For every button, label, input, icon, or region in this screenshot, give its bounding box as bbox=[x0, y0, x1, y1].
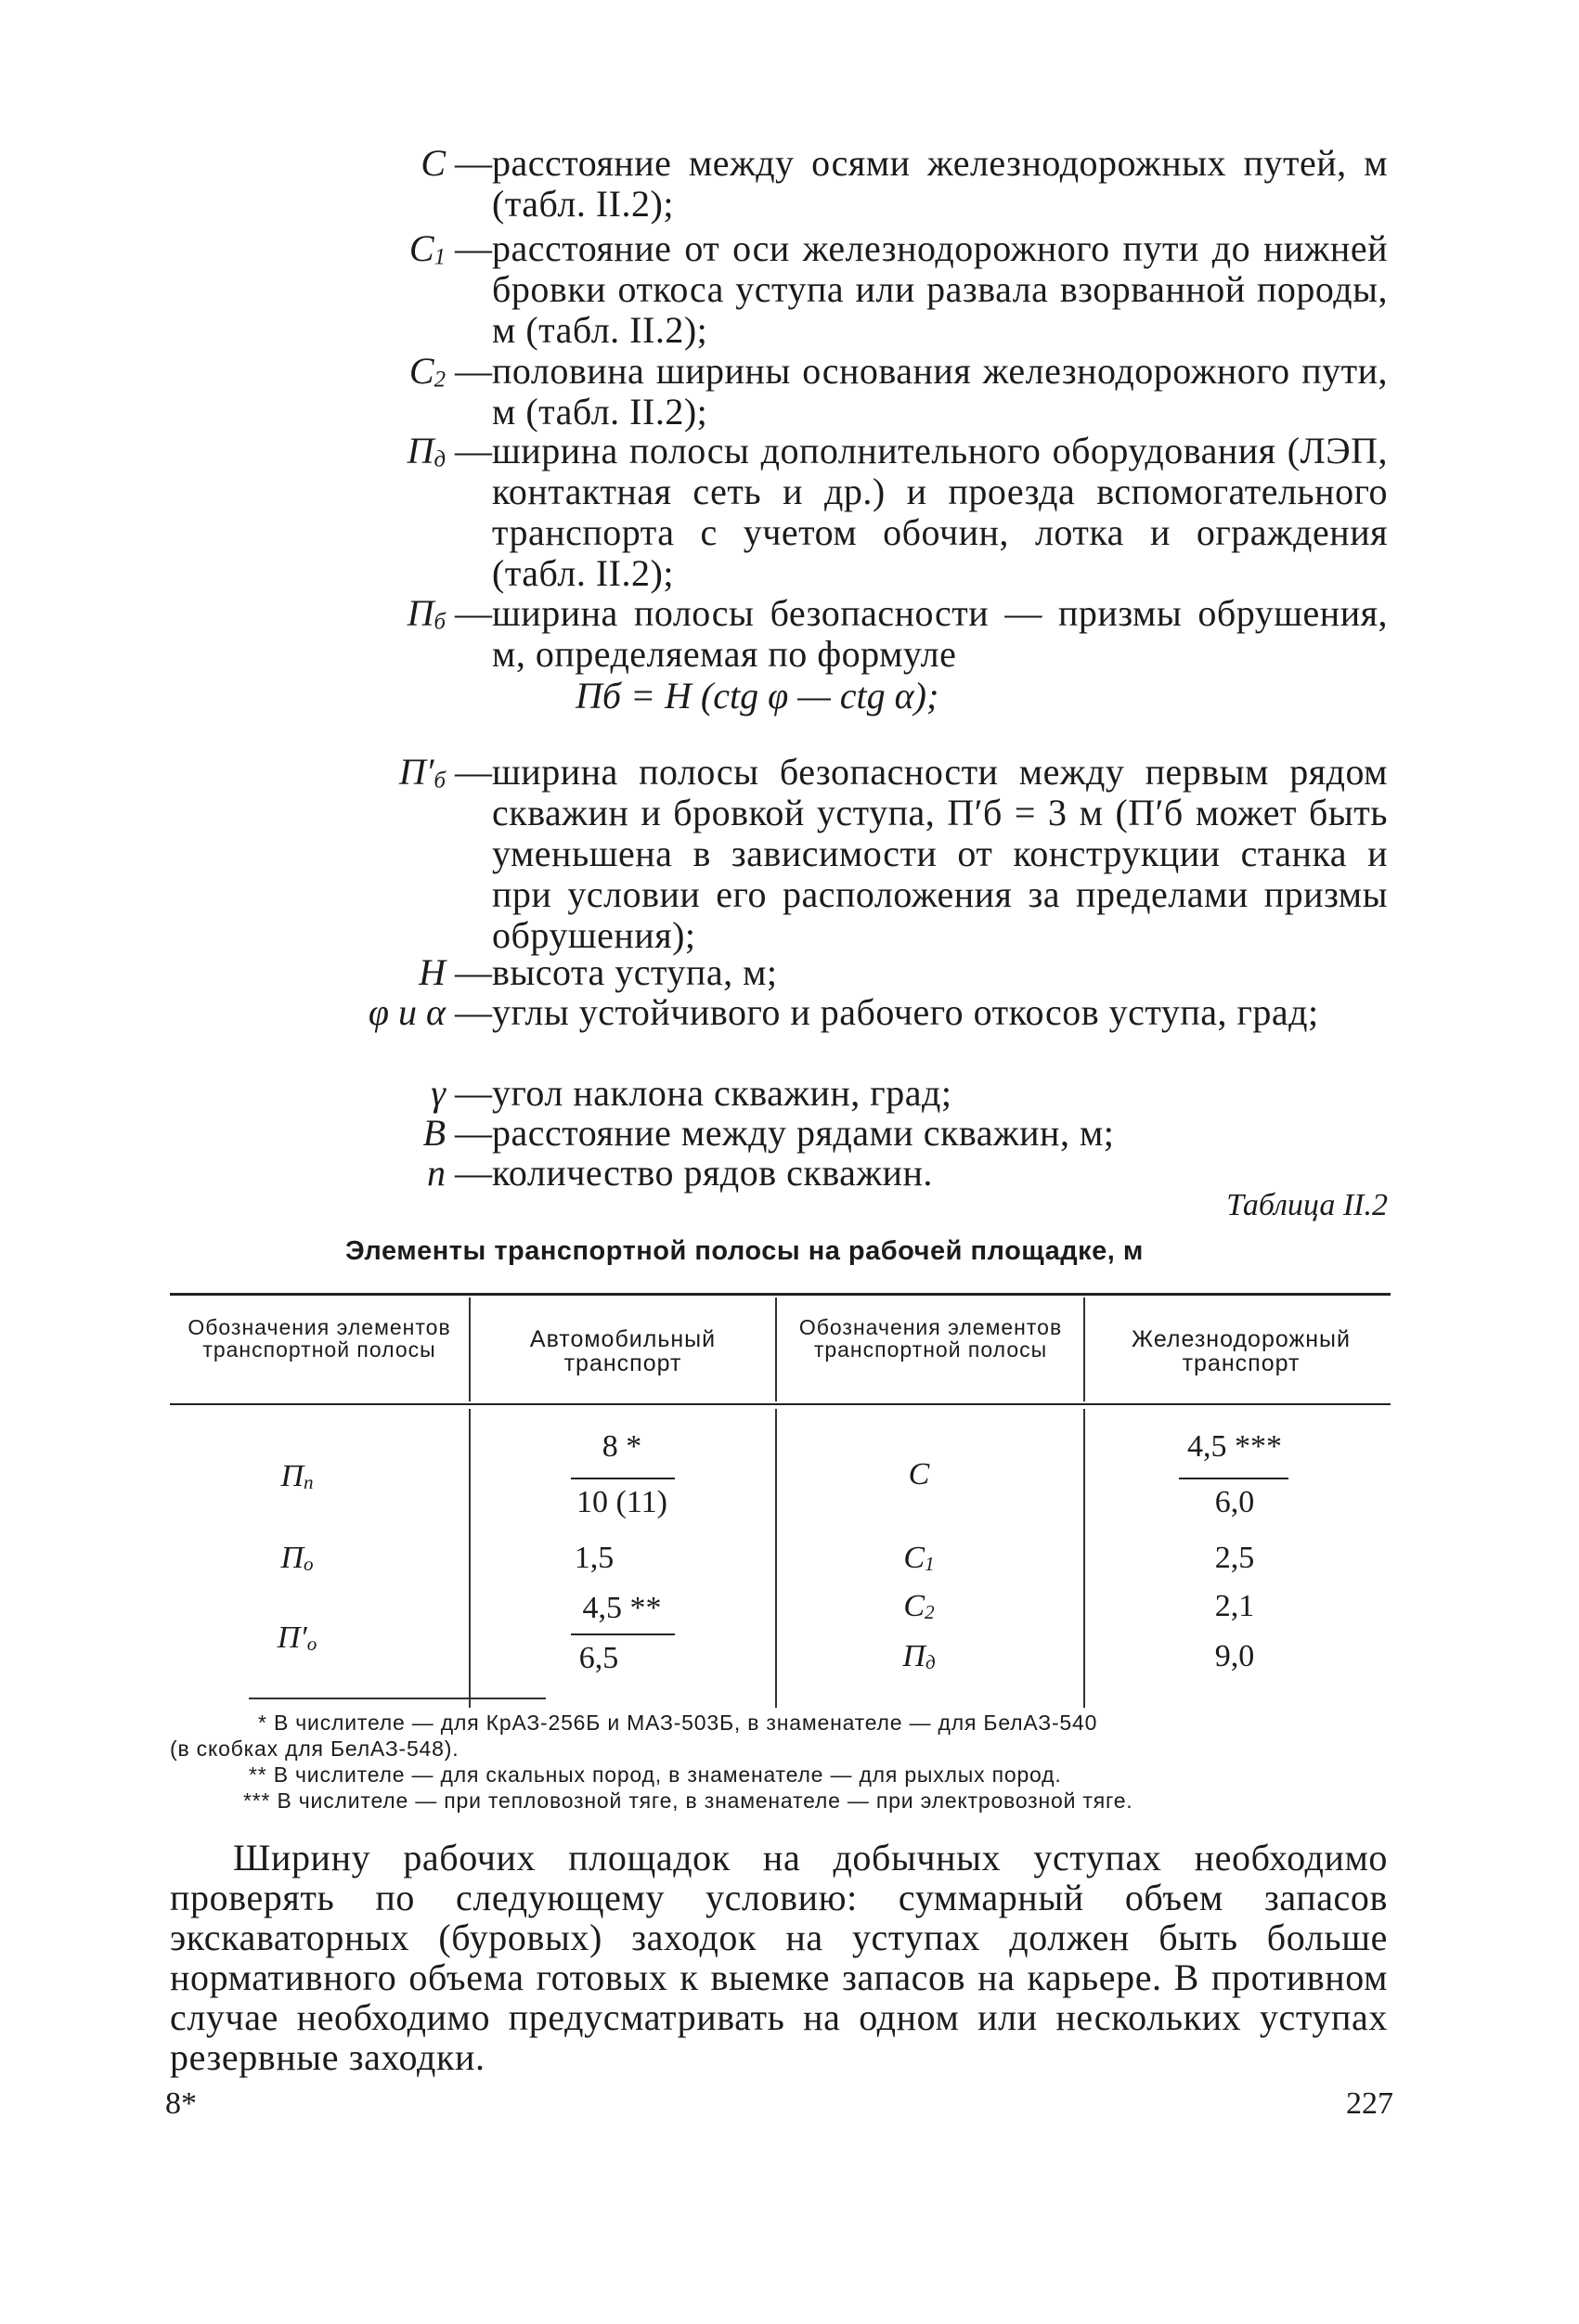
glossary-symbol: П′ bbox=[398, 751, 434, 793]
table-symbol-cell: $П_д$ bbox=[902, 1639, 936, 1674]
glossary-symbol: φ и α bbox=[368, 991, 446, 1033]
table-column-divider bbox=[775, 1409, 777, 1708]
table-value: 2,5 bbox=[1214, 1541, 1255, 1575]
footnote-rule bbox=[249, 1698, 546, 1699]
table-title: Элементы транспортной полосы на рабочей площадке, м bbox=[345, 1236, 1144, 1266]
glossary-description: ширина полосы безопасности между первым рядом скважин и бровкой уступа, П′б = 3 м (П′б может быть уменьшена в зависимости от конструкции станка и при условии его расположения за пределами призмы обрушения); bbox=[492, 751, 1388, 956]
glossary-symbol: C bbox=[421, 142, 446, 184]
table-denominator: 6,5 bbox=[578, 1641, 619, 1675]
table-value: 1,5 bbox=[574, 1541, 615, 1575]
table-header-cell: Обозначения элементов транспортной полосы bbox=[188, 1315, 451, 1362]
glossary-symbol: П bbox=[407, 430, 434, 471]
table-top-rule bbox=[170, 1293, 1391, 1296]
glossary-description: угол наклона скважин, град; bbox=[492, 1072, 952, 1114]
glossary-description: половина ширины основания железнодорожного пути, м (табл. II.2); bbox=[492, 350, 1388, 433]
table-column-divider bbox=[1083, 1409, 1085, 1708]
table-numerator: 8 * bbox=[602, 1429, 642, 1464]
table-header-rule bbox=[170, 1403, 1391, 1405]
glossary-symbol: H bbox=[419, 951, 446, 993]
table-value: 2,1 bbox=[1214, 1589, 1255, 1623]
table-value: 9,0 bbox=[1214, 1639, 1255, 1673]
glossary-description: расстояние между рядами скважин, м; bbox=[492, 1112, 1115, 1154]
glossary-symbol: B bbox=[422, 1112, 446, 1154]
table-symbol-cell: $П'_о$ bbox=[277, 1620, 317, 1656]
table-column-divider bbox=[469, 1409, 471, 1708]
table-column-divider bbox=[1083, 1298, 1085, 1401]
fraction-bar bbox=[1179, 1478, 1288, 1479]
footnote: * В числителе — для КрАЗ-256Б и МАЗ-503Б, в знаменателе — для БелАЗ-540 bbox=[258, 1711, 1098, 1735]
body-paragraph: Ширину рабочих площадок на добычных уступах необходимо проверять по следующему условию: суммарный объем запасов экскаваторных (буровых) заходок на уступах должен быть больше нормативного объема готовых к выемке запасов на карьере. В противном случае необходимо предусматривать на одном или нескольких уступах резервные заходки. bbox=[170, 1837, 1388, 2078]
glossary-symbol: n bbox=[427, 1152, 446, 1194]
glossary-symbol: C bbox=[408, 350, 434, 392]
glossary-description: ширина полосы безопасности — призмы обрушения, м, определяемая по формуле bbox=[492, 592, 1388, 675]
table-denominator: 6,0 bbox=[1214, 1485, 1255, 1519]
table-denominator: 10 (11) bbox=[576, 1485, 667, 1519]
signature-mark: 8* bbox=[165, 2086, 197, 2121]
table-header-cell: Железнодорожный транспорт bbox=[1132, 1326, 1351, 1376]
fraction-bar bbox=[571, 1633, 675, 1635]
table-numerator: 4,5 *** bbox=[1187, 1429, 1282, 1464]
glossary-description: количество рядов скважин. bbox=[492, 1152, 933, 1194]
glossary-description: высота уступа, м; bbox=[492, 951, 778, 993]
glossary-description: ширина полосы дополнительного оборудования (ЛЭП, контактная сеть и др.) и проезда вспомогательного транспорта с учетом обочин, лотка и ограждения (табл. II.2); bbox=[492, 430, 1388, 594]
glossary-description: углы устойчивого и рабочего откосов уступа, град; bbox=[492, 991, 1319, 1033]
fraction-bar bbox=[571, 1478, 675, 1479]
footnote: ** В числителе — для скальных пород, в знаменателе — для рыхлых пород. bbox=[249, 1762, 1062, 1787]
footnote: (в скобках для БелАЗ-548). bbox=[170, 1737, 459, 1761]
glossary-symbol: П bbox=[407, 592, 434, 634]
glossary-symbol: C bbox=[408, 227, 434, 269]
table-symbol-cell: $П_о$ bbox=[280, 1541, 314, 1576]
page-number: 227 bbox=[1346, 2086, 1393, 2121]
safety-strip-formula: Пб = H (ctg φ — ctg α); bbox=[576, 675, 939, 717]
glossary-symbol: γ bbox=[431, 1072, 446, 1114]
glossary-description: расстояние между осями железнодорожных путей, м (табл. II.2); bbox=[492, 142, 1388, 225]
table-column-divider bbox=[469, 1298, 471, 1401]
table-symbol-cell: $C_1$ bbox=[903, 1541, 935, 1576]
table-number: Таблица II.2 bbox=[1226, 1188, 1388, 1222]
table-symbol-cell: $П_п$ bbox=[280, 1459, 314, 1494]
footnote: *** В числителе — при тепловозной тяге, в знаменателе — при электровозной тяге. bbox=[243, 1788, 1133, 1813]
table-symbol-cell: C bbox=[908, 1457, 930, 1491]
glossary-description: расстояние от оси железнодорожного пути до нижней бровки откоса уступа или развала взорванной породы, м (табл. II.2); bbox=[492, 227, 1388, 351]
table-numerator: 4,5 ** bbox=[582, 1591, 662, 1625]
table-column-divider bbox=[775, 1298, 777, 1401]
table-header-cell: Автомобильный транспорт bbox=[529, 1326, 717, 1376]
table-symbol-cell: $C_2$ bbox=[903, 1589, 935, 1624]
table-header-cell: Обозначения элементов транспортной полосы bbox=[798, 1315, 1063, 1362]
